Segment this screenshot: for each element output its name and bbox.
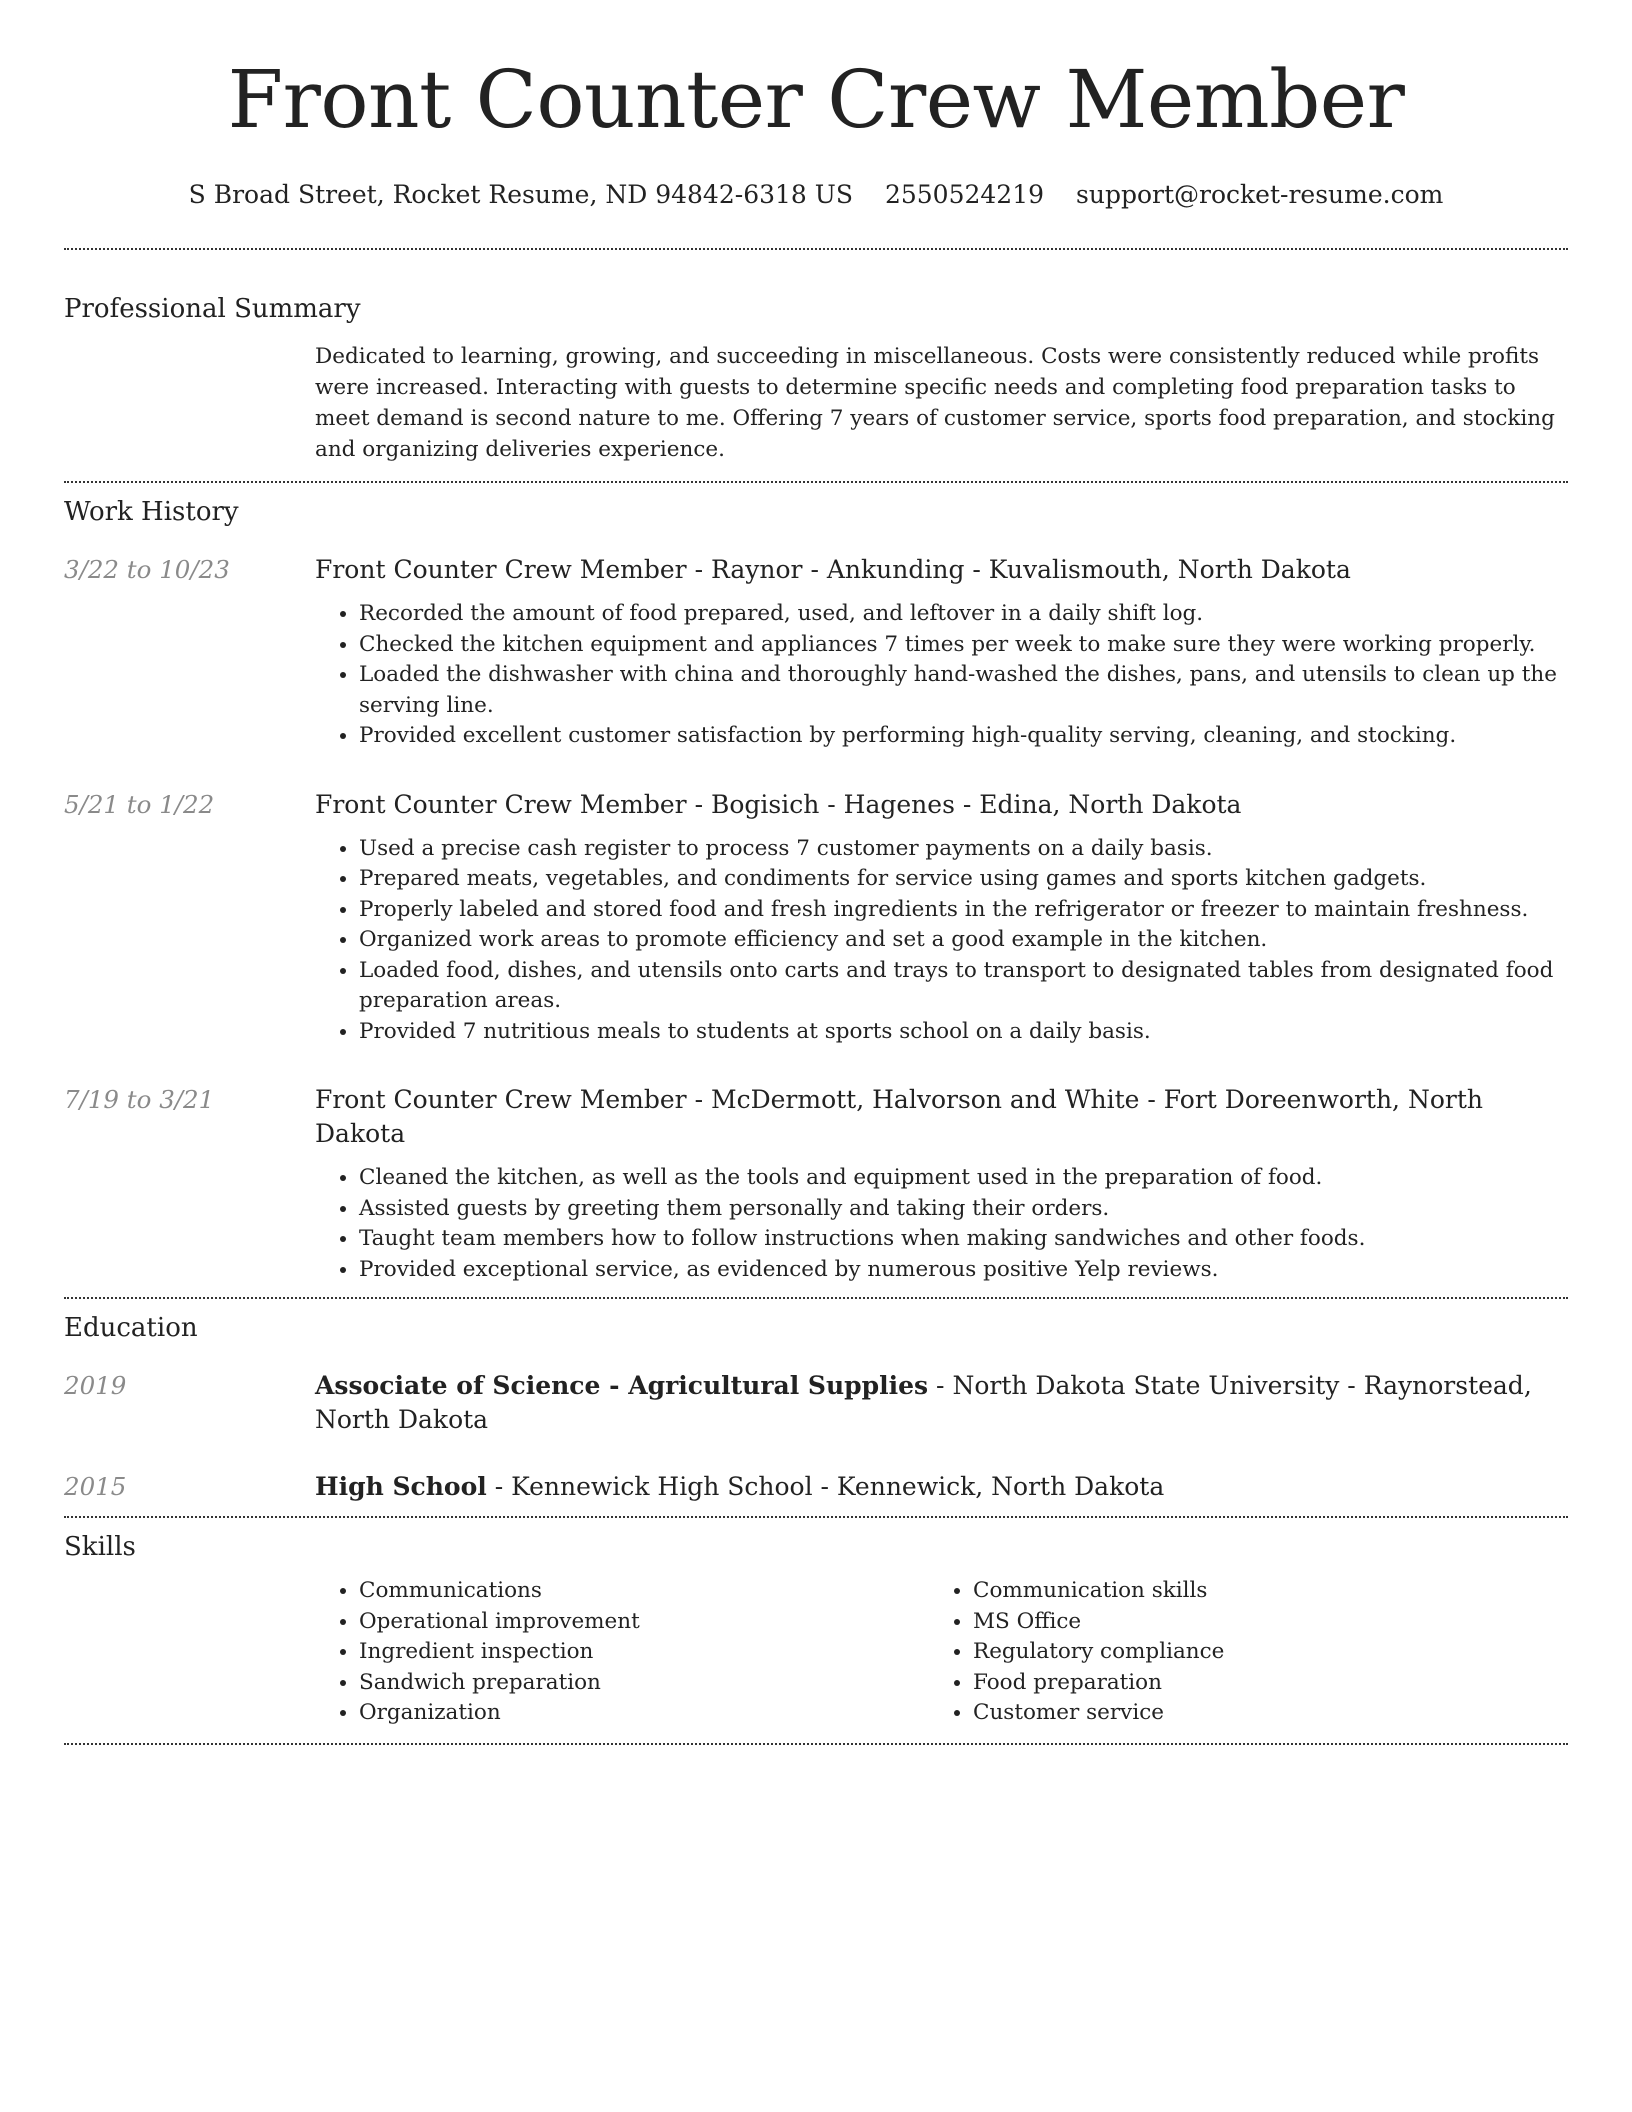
job-entry — [64, 553, 1568, 752]
job-role: Front Counter Crew Member — [315, 789, 687, 819]
skills-column-left — [315, 1576, 929, 1729]
skills-grid — [315, 1576, 1568, 1729]
resume-header — [64, 0, 1568, 212]
job-bullet: • Used a precise cash register to process 7 customer payments on a daily basis. — [359, 834, 1568, 865]
job-dates: 3/22 to 10/23 — [64, 555, 230, 584]
skill-item: • MS Office — [973, 1607, 1543, 1638]
job-entry — [64, 1083, 1568, 1285]
skills-heading: Skills — [64, 1532, 136, 1562]
education-heading-line — [315, 1369, 1568, 1437]
education-details: - North Dakota State University - Raynorstead, North Dakota — [315, 1371, 1532, 1434]
job-heading — [315, 1083, 1568, 1151]
skills-column-right — [929, 1576, 1543, 1729]
education-entry — [64, 1369, 1568, 1437]
education-degree: High School — [315, 1472, 487, 1501]
job-bullet: • Organized work areas to promote efficiency and set a good example in the kitchen. — [359, 925, 1568, 956]
job-bullet: • Loaded the dishwasher with china and thoroughly hand-washed the dishes, pans, and utensils to clean up the serving line. — [359, 660, 1568, 721]
job-dates: 7/19 to 3/21 — [64, 1085, 215, 1114]
job-bullet: • Provided exceptional service, as evidenced by numerous positive Yelp reviews. — [359, 1255, 1568, 1286]
job-details: - McDermott, Halvorson and White - Fort Doreenworth, North Dakota — [315, 1085, 1483, 1148]
job-role: Front Counter Crew Member — [315, 1085, 687, 1114]
job-bullet: • Checked the kitchen equipment and appliances 7 times per week to make sure they were working properly. — [359, 630, 1568, 661]
work-history-heading: Work History — [64, 497, 239, 527]
job-bullet: • Cleaned the kitchen, as well as the tools and equipment used in the preparation of food. — [359, 1163, 1568, 1194]
skill-item: • Regulatory compliance — [973, 1637, 1543, 1668]
divider — [64, 1516, 1568, 1518]
divider — [64, 481, 1568, 483]
job-dates: 5/21 to 1/22 — [64, 789, 215, 819]
job-bullet: • Provided excellent customer satisfaction by performing high-quality serving, cleaning, and stocking. — [359, 721, 1568, 752]
job-bullet: • Assisted guests by greeting them personally and taking their orders. — [359, 1194, 1568, 1225]
education-heading-line — [315, 1470, 1568, 1504]
education-heading: Education — [64, 1313, 198, 1343]
job-bullets — [315, 1163, 1568, 1285]
education-entry — [64, 1470, 1568, 1504]
job-bullet: • Prepared meats, vegetables, and condiments for service using games and sports kitchen gadgets. — [359, 864, 1568, 895]
contact-line — [64, 178, 1568, 212]
skill-item: • Operational improvement — [359, 1607, 929, 1638]
skill-item: • Sandwich preparation — [359, 1668, 929, 1699]
address: S Broad Street, Rocket Resume, ND 94842-6318 US — [188, 180, 853, 209]
job-bullet: • Taught team members how to follow instructions when making sandwiches and other foods. — [359, 1224, 1568, 1255]
summary-section — [64, 292, 1568, 465]
skill-item: • Communications — [359, 1576, 929, 1607]
skill-item: • Organization — [359, 1698, 929, 1729]
skill-item: • Customer service — [973, 1698, 1543, 1729]
education-degree: Associate of Science - Agricultural Supplies — [315, 1371, 929, 1400]
education-year: 2015 — [64, 1472, 127, 1501]
job-bullet: • Recorded the amount of food prepared, used, and leftover in a daily shift log. — [359, 599, 1568, 630]
divider — [64, 1743, 1568, 1745]
job-heading — [315, 788, 1568, 822]
summary-heading: Professional Summary — [64, 294, 361, 324]
email: support@rocket-resume.com — [1076, 180, 1444, 209]
skill-item: • Communication skills — [973, 1576, 1543, 1607]
skill-item: • Food preparation — [973, 1668, 1543, 1699]
summary-text: Dedicated to learning, growing, and succeeding in miscellaneous. Costs were consistently reduced while profits were increased. Interacting with guests to determine specific needs and completing food preparation tasks to meet demand is second nature to me. Offering 7 years of customer service, sports food preparation, and stocking and organizing deliveries experience. — [315, 344, 1555, 462]
education-year: 2019 — [64, 1371, 127, 1400]
phone: 2550524219 — [884, 180, 1045, 209]
job-bullets — [315, 599, 1568, 752]
skill-item: • Ingredient inspection — [359, 1637, 929, 1668]
job-bullets — [315, 834, 1568, 1048]
job-details: - Bogisich - Hagenes - Edina, North Dakota — [686, 789, 1242, 819]
job-details: - Raynor - Ankunding - Kuvalismouth, North Dakota — [686, 555, 1351, 584]
job-role: Front Counter Crew Member — [315, 555, 687, 584]
job-bullet: • Properly labeled and stored food and fresh ingredients in the refrigerator or freezer to maintain freshness. — [359, 895, 1568, 926]
education-section — [64, 1311, 1568, 1504]
divider — [64, 1297, 1568, 1299]
candidate-name: Front Counter Crew Member — [227, 53, 1405, 146]
divider — [64, 248, 1568, 250]
skills-section — [64, 1530, 1568, 1729]
job-heading — [315, 553, 1568, 587]
job-bullet: • Provided 7 nutritious meals to students at sports school on a daily basis. — [359, 1017, 1568, 1048]
job-entry — [64, 788, 1568, 1048]
work-history-section — [64, 495, 1568, 1285]
education-details: - Kennewick High School - Kennewick, North Dakota — [486, 1472, 1165, 1501]
job-bullet: • Loaded food, dishes, and utensils onto carts and trays to transport to designated tables from designated food preparation areas. — [359, 956, 1568, 1017]
